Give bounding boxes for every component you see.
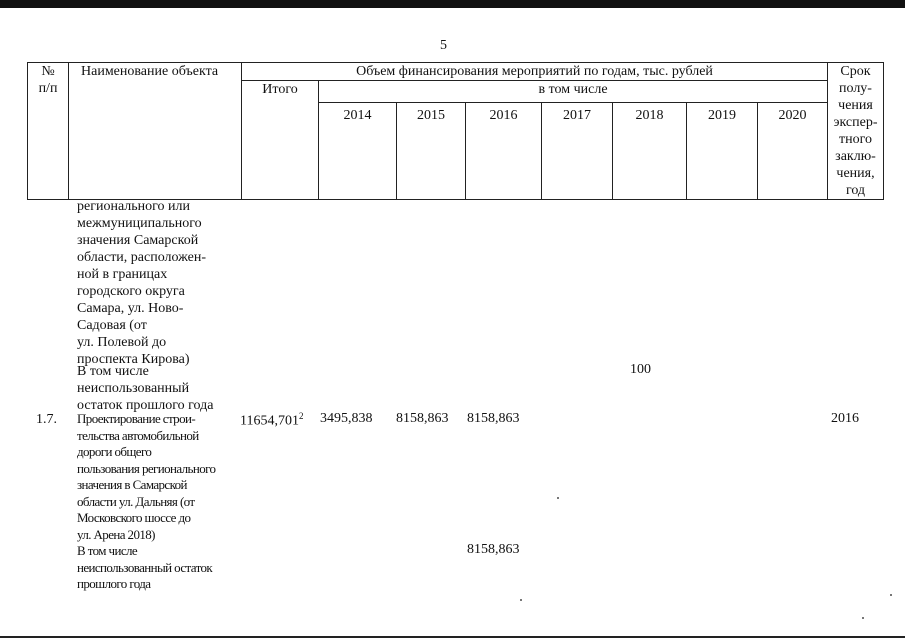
deadline-line: тного bbox=[838, 132, 872, 147]
row-name-line: области ул. Дальняя (от bbox=[77, 493, 195, 509]
bottom-border-line bbox=[0, 636, 905, 638]
row-name-line: Московского шоссе до bbox=[77, 510, 191, 525]
header-total-label: Итого bbox=[262, 82, 298, 97]
row-total-footnote: 2 bbox=[298, 411, 304, 421]
row-name-line: ул. Арена 2018) bbox=[77, 526, 155, 542]
name-line: межмуниципального bbox=[77, 216, 202, 231]
scan-speck bbox=[557, 497, 559, 499]
header-number-label: № п/п bbox=[38, 64, 58, 96]
sub1-value-2018: 100 bbox=[630, 362, 651, 377]
page-number: 5 bbox=[440, 38, 447, 53]
header-year-2014: 2014 bbox=[319, 103, 397, 200]
header-year-2015: 2015 bbox=[397, 103, 466, 200]
top-border-bar bbox=[0, 0, 905, 8]
header-year-2020: 2020 bbox=[758, 103, 828, 200]
sub1-label-line: В том числе bbox=[77, 364, 149, 379]
sub2-label bbox=[77, 543, 212, 593]
deadline-line: Срок bbox=[840, 64, 871, 79]
sub2-label-line: неиспользованный остаток bbox=[77, 559, 213, 575]
name-line: Самара, ул. Ново- bbox=[77, 301, 184, 316]
header-year-2019: 2019 bbox=[687, 103, 758, 200]
table-body bbox=[0, 195, 905, 605]
scan-speck bbox=[890, 594, 892, 596]
header-year-2017: 2017 bbox=[542, 103, 613, 200]
header-number-col bbox=[28, 63, 69, 200]
sub2-label-line: В том числе bbox=[77, 543, 138, 558]
scan-speck bbox=[520, 599, 522, 601]
name-line: ул. Полевой до bbox=[77, 335, 167, 350]
header-volume-col bbox=[242, 63, 828, 81]
name-line: городского округа bbox=[77, 284, 185, 299]
sub1-label-line: неиспользованный bbox=[77, 381, 190, 396]
sub2-value-2016: 8158,863 bbox=[467, 542, 520, 557]
row-name-line: дороги общего bbox=[77, 444, 152, 459]
header-deadline-col bbox=[828, 63, 884, 200]
deadline-line: экспер- bbox=[833, 115, 878, 130]
header-name-col bbox=[69, 63, 242, 200]
scan-speck bbox=[862, 617, 864, 619]
sub2-label-line: прошлого года bbox=[77, 576, 151, 591]
deadline-line: заклю- bbox=[835, 149, 876, 164]
header-name-label: Наименование объекта bbox=[81, 64, 219, 79]
name-line: области, расположен- bbox=[77, 250, 207, 265]
deadline-line: чения bbox=[838, 98, 873, 113]
deadline-line: чения, bbox=[836, 166, 875, 181]
name-line: проспекта Кирова) bbox=[77, 352, 190, 367]
sub1-label bbox=[77, 363, 213, 414]
header-year-2018: 2018 bbox=[613, 103, 687, 200]
row-1-7-name bbox=[77, 411, 215, 543]
row-name-line: пользования регионального bbox=[77, 460, 216, 476]
row-name-line: значения в Самарской bbox=[77, 477, 187, 492]
row-name-line: Проектирование строи- bbox=[77, 411, 196, 426]
row-total-value: 11654,701 bbox=[240, 413, 299, 429]
row-1-7-2016: 8158,863 bbox=[467, 411, 520, 426]
continued-object-name bbox=[77, 198, 206, 368]
financing-table-header bbox=[27, 62, 884, 200]
deadline-line: полу- bbox=[839, 81, 872, 96]
name-line: значения Самарской bbox=[77, 233, 199, 248]
header-total-col bbox=[242, 81, 319, 200]
row-1-7-deadline: 2016 bbox=[831, 411, 859, 426]
deadline-line: год bbox=[845, 183, 866, 198]
row-1-7-total bbox=[240, 408, 303, 430]
header-year-2016: 2016 bbox=[466, 103, 542, 200]
row-name-line: тельства автомобильной bbox=[77, 427, 199, 443]
sub1-label-line: остаток прошлого года bbox=[77, 398, 214, 413]
row-1-7-2015: 8158,863 bbox=[396, 411, 449, 426]
name-line: Садовая (от bbox=[77, 318, 147, 333]
header-including-label: в том числе bbox=[538, 82, 608, 97]
name-line: ной в границах bbox=[77, 267, 168, 282]
row-1-7-number: 1.7. bbox=[36, 412, 57, 427]
header-including-col bbox=[319, 81, 828, 103]
name-line: регионального или bbox=[77, 199, 191, 214]
row-1-7-2014: 3495,838 bbox=[320, 411, 373, 426]
header-volume-label: Объем финансирования мероприятий по годам, тыс. рублей bbox=[356, 64, 713, 79]
